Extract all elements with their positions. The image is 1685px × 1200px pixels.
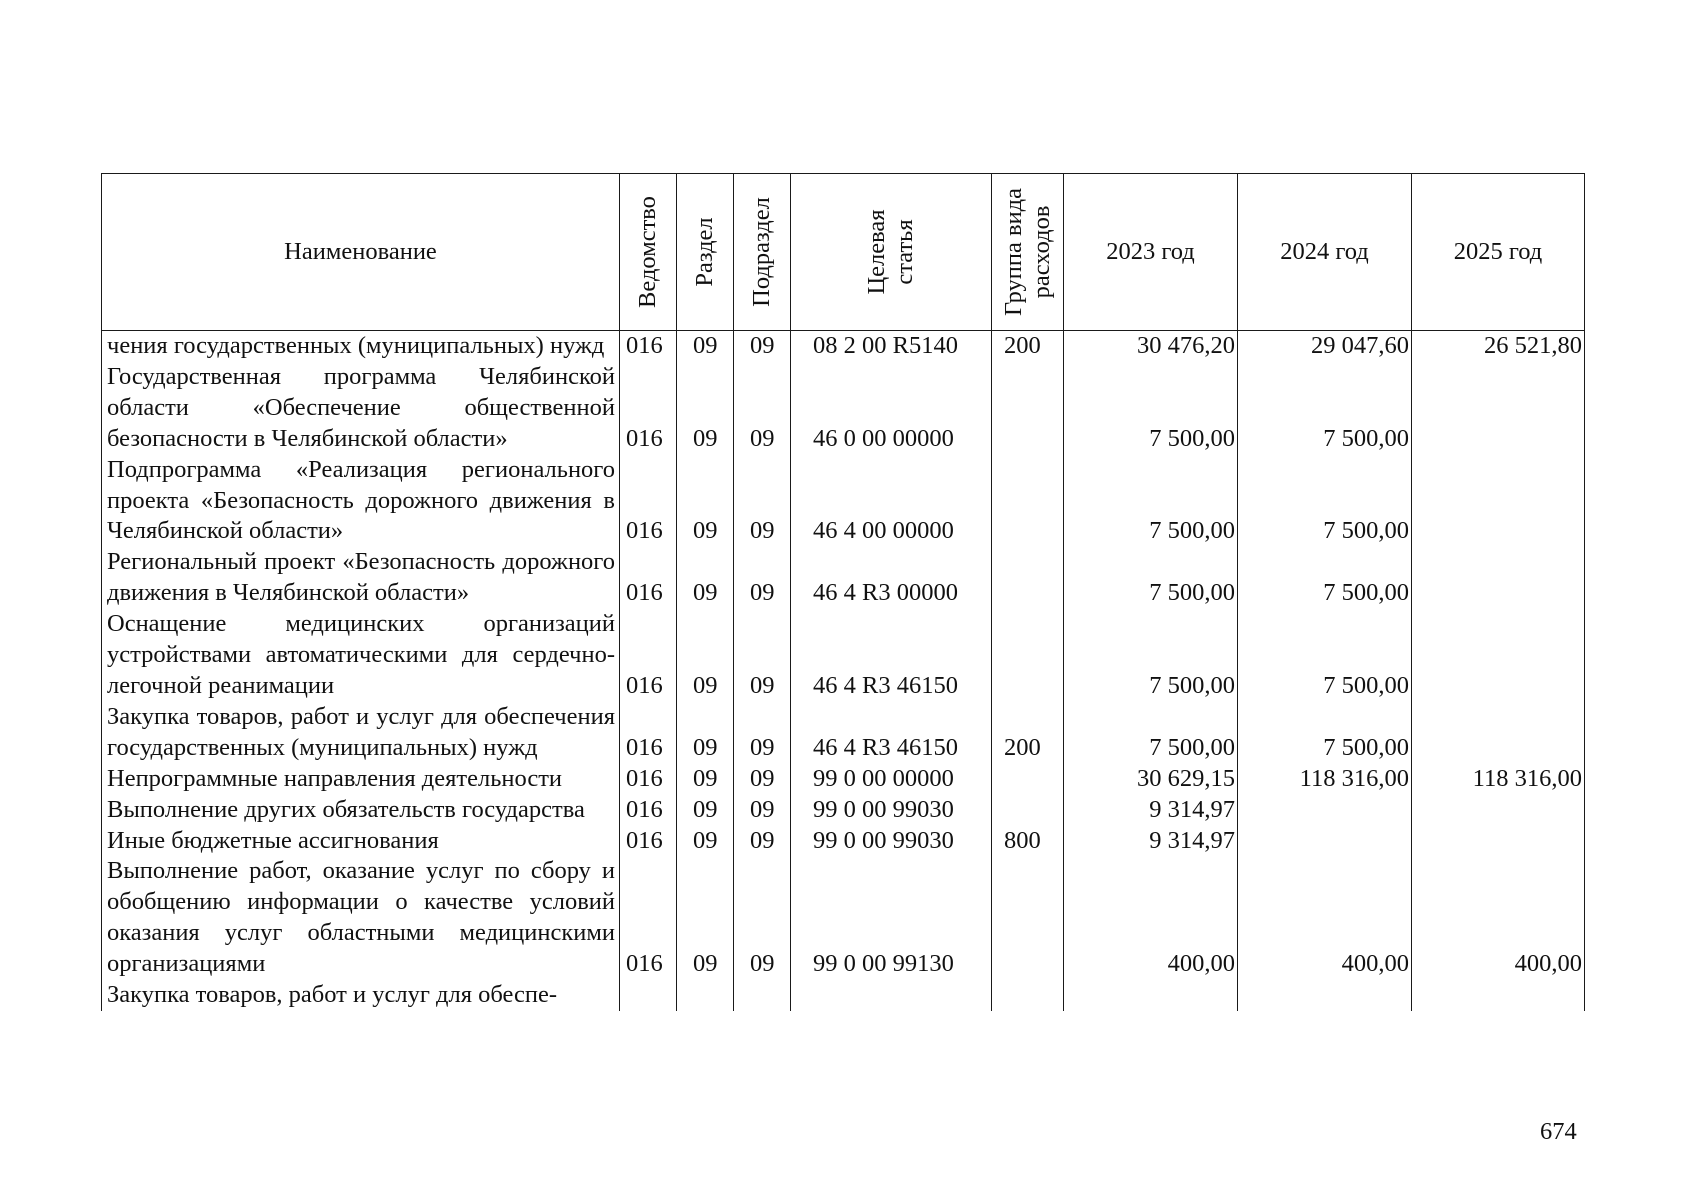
table-row <box>102 609 1585 702</box>
cell-celevaya-statya: 46 4 00 00000 <box>791 455 992 548</box>
cell-gruppa-vida-rashodov <box>992 609 1064 702</box>
header-2025: 2025 год <box>1412 174 1585 331</box>
cell-gruppa-vida-rashodov <box>992 795 1064 826</box>
page-number: 674 <box>1540 1118 1577 1145</box>
table-row <box>102 362 1585 455</box>
cell-name: Оснащение медицинских организаций устройствами автоматическими для сердечно-легочной реанимации <box>102 609 620 702</box>
cell-2023: 30 629,15 <box>1064 764 1238 795</box>
cell-2023: 7 500,00 <box>1064 362 1238 455</box>
header-vedomstvo: Ведомство <box>620 174 677 331</box>
cell-2025 <box>1412 547 1585 609</box>
cell-2025: 400,00 <box>1412 856 1585 980</box>
cell-2024: 7 500,00 <box>1238 609 1412 702</box>
cell-2023: 30 476,20 <box>1064 331 1238 362</box>
cell-2023: 9 314,97 <box>1064 826 1238 857</box>
cell-name: Непрограммные направления деятельности <box>102 764 620 795</box>
cell-name: Региональный проект «Безопасность дорожного движения в Челябинской области» <box>102 547 620 609</box>
cell-celevaya-statya: 46 0 00 00000 <box>791 362 992 455</box>
table-row <box>102 764 1585 795</box>
cell-2023: 9 314,97 <box>1064 795 1238 826</box>
cell-name: Выполнение работ, оказание услуг по сбору и обобщению информации о качестве условий оказания услуг областными медицинскими организациями <box>102 856 620 980</box>
header-name: Наименование <box>102 174 620 331</box>
cell-razdel <box>677 980 734 1011</box>
cell-vedomstvo: 016 <box>620 702 677 764</box>
cell-2025 <box>1412 455 1585 548</box>
cell-name: Закупка товаров, работ и услуг для обеспе- <box>102 980 620 1011</box>
cell-2023 <box>1064 980 1238 1011</box>
cell-2023: 400,00 <box>1064 856 1238 980</box>
cell-name: Государственная программа Челябинской области «Обеспечение общественной безопасности в Челябинской области» <box>102 362 620 455</box>
cell-razdel: 09 <box>677 764 734 795</box>
cell-podrazdel <box>734 980 791 1011</box>
table-row <box>102 795 1585 826</box>
cell-2024: 7 500,00 <box>1238 547 1412 609</box>
cell-razdel: 09 <box>677 795 734 826</box>
table-row <box>102 547 1585 609</box>
cell-name: Иные бюджетные ассигнования <box>102 826 620 857</box>
cell-vedomstvo: 016 <box>620 764 677 795</box>
budget-table <box>101 173 1585 1011</box>
cell-2024 <box>1238 980 1412 1011</box>
table-header-row <box>102 174 1585 331</box>
cell-2025 <box>1412 362 1585 455</box>
cell-2025 <box>1412 795 1585 826</box>
cell-podrazdel: 09 <box>734 826 791 857</box>
cell-gruppa-vida-rashodov: 200 <box>992 331 1064 362</box>
header-2024: 2024 год <box>1238 174 1412 331</box>
header-gruppa-vida-rashodov: Группа вида расходов <box>992 174 1064 331</box>
cell-celevaya-statya: 99 0 00 99030 <box>791 826 992 857</box>
cell-name: Закупка товаров, работ и услуг для обеспечения государственных (муниципальных) нужд <box>102 702 620 764</box>
cell-gruppa-vida-rashodov <box>992 362 1064 455</box>
cell-celevaya-statya: 46 4 R3 00000 <box>791 547 992 609</box>
table-row <box>102 455 1585 548</box>
cell-razdel: 09 <box>677 362 734 455</box>
cell-2023: 7 500,00 <box>1064 702 1238 764</box>
cell-gruppa-vida-rashodov <box>992 980 1064 1011</box>
cell-vedomstvo: 016 <box>620 609 677 702</box>
cell-name: Подпрограмма «Реализация регионального проекта «Безопасность дорожного движения в Челябинской области» <box>102 455 620 548</box>
cell-2025 <box>1412 980 1585 1011</box>
header-podrazdel: Подраздел <box>734 174 791 331</box>
cell-celevaya-statya: 08 2 00 R5140 <box>791 331 992 362</box>
cell-podrazdel: 09 <box>734 609 791 702</box>
cell-razdel: 09 <box>677 826 734 857</box>
cell-vedomstvo: 016 <box>620 331 677 362</box>
cell-podrazdel: 09 <box>734 856 791 980</box>
cell-razdel: 09 <box>677 547 734 609</box>
cell-razdel: 09 <box>677 609 734 702</box>
cell-2024: 118 316,00 <box>1238 764 1412 795</box>
cell-2023: 7 500,00 <box>1064 455 1238 548</box>
table-row <box>102 980 1585 1011</box>
cell-gruppa-vida-rashodov <box>992 547 1064 609</box>
cell-vedomstvo: 016 <box>620 362 677 455</box>
cell-podrazdel: 09 <box>734 362 791 455</box>
table-row <box>102 702 1585 764</box>
table-row <box>102 331 1585 362</box>
header-2023: 2023 год <box>1064 174 1238 331</box>
cell-name: Выполнение других обязательств государства <box>102 795 620 826</box>
cell-podrazdel: 09 <box>734 455 791 548</box>
cell-vedomstvo <box>620 980 677 1011</box>
cell-2024: 7 500,00 <box>1238 702 1412 764</box>
cell-2025 <box>1412 826 1585 857</box>
cell-podrazdel: 09 <box>734 795 791 826</box>
cell-celevaya-statya: 99 0 00 99030 <box>791 795 992 826</box>
cell-celevaya-statya: 46 4 R3 46150 <box>791 702 992 764</box>
cell-vedomstvo: 016 <box>620 826 677 857</box>
cell-gruppa-vida-rashodov <box>992 764 1064 795</box>
cell-gruppa-vida-rashodov: 200 <box>992 702 1064 764</box>
cell-podrazdel: 09 <box>734 764 791 795</box>
cell-2024 <box>1238 795 1412 826</box>
cell-2024 <box>1238 826 1412 857</box>
table-row <box>102 826 1585 857</box>
cell-celevaya-statya: 46 4 R3 46150 <box>791 609 992 702</box>
cell-razdel: 09 <box>677 856 734 980</box>
cell-vedomstvo: 016 <box>620 455 677 548</box>
cell-celevaya-statya <box>791 980 992 1011</box>
cell-podrazdel: 09 <box>734 547 791 609</box>
cell-celevaya-statya: 99 0 00 00000 <box>791 764 992 795</box>
cell-celevaya-statya: 99 0 00 99130 <box>791 856 992 980</box>
cell-name: чения государственных (муниципальных) нужд <box>102 331 620 362</box>
cell-vedomstvo: 016 <box>620 856 677 980</box>
header-celevaya-statya: Целевая статья <box>791 174 992 331</box>
cell-gruppa-vida-rashodov <box>992 856 1064 980</box>
cell-gruppa-vida-rashodov: 800 <box>992 826 1064 857</box>
cell-razdel: 09 <box>677 331 734 362</box>
cell-vedomstvo: 016 <box>620 547 677 609</box>
cell-2024: 7 500,00 <box>1238 455 1412 548</box>
table-row <box>102 856 1585 980</box>
cell-2023: 7 500,00 <box>1064 547 1238 609</box>
cell-2025: 26 521,80 <box>1412 331 1585 362</box>
cell-2024: 7 500,00 <box>1238 362 1412 455</box>
cell-2023: 7 500,00 <box>1064 609 1238 702</box>
cell-2025 <box>1412 702 1585 764</box>
cell-razdel: 09 <box>677 702 734 764</box>
cell-2024: 400,00 <box>1238 856 1412 980</box>
cell-podrazdel: 09 <box>734 702 791 764</box>
cell-razdel: 09 <box>677 455 734 548</box>
cell-podrazdel: 09 <box>734 331 791 362</box>
header-razdel: Раздел <box>677 174 734 331</box>
cell-2025: 118 316,00 <box>1412 764 1585 795</box>
cell-2025 <box>1412 609 1585 702</box>
cell-gruppa-vida-rashodov <box>992 455 1064 548</box>
cell-2024: 29 047,60 <box>1238 331 1412 362</box>
cell-vedomstvo: 016 <box>620 795 677 826</box>
